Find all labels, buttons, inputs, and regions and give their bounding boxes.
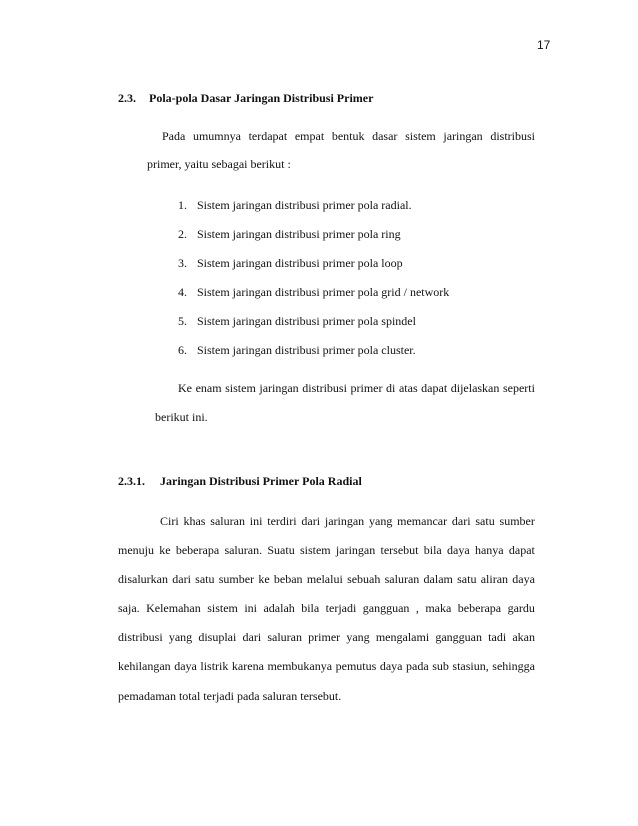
word: dari <box>242 630 262 644</box>
word: listrik <box>200 659 229 673</box>
word: satu <box>475 514 495 528</box>
word: daya <box>379 659 403 673</box>
list-item: 6. Sistem jaringan distribusi primer pola cluster. <box>178 343 416 357</box>
closing-line-1 <box>178 381 535 395</box>
word: Kelemahan <box>146 601 201 615</box>
word: khas <box>183 514 206 528</box>
word: adalah <box>263 601 295 615</box>
word: daya <box>512 572 535 586</box>
word: jaringan <box>324 514 365 528</box>
subsection-number: 2.3.1. <box>118 474 145 488</box>
word: Ciri <box>160 514 179 528</box>
word: beberapa <box>457 601 502 615</box>
list-item: 5. Sistem jaringan distribusi primer pola spindel <box>178 314 416 328</box>
word: membukanya <box>267 659 333 673</box>
word: distribusi <box>302 381 347 395</box>
word: mengalami <box>375 630 430 644</box>
word: saluran <box>384 572 420 586</box>
word: gangguan <box>435 630 482 644</box>
list-item: 2. Sistem jaringan distribusi primer pola ring <box>178 227 401 241</box>
word: umumnya <box>192 129 241 143</box>
body-line <box>118 630 535 644</box>
body-line <box>160 514 535 528</box>
word: yang <box>346 630 370 644</box>
word: bentuk <box>331 129 365 143</box>
word: yang <box>168 630 193 644</box>
intro-line-1 <box>162 129 535 143</box>
word: dari <box>172 572 191 586</box>
word: dari <box>451 514 471 528</box>
word: tersebut <box>380 543 419 557</box>
word: enam <box>195 381 222 395</box>
word: distribusi <box>490 129 535 143</box>
page-number: 17 <box>537 38 551 52</box>
word: dijelaskan <box>450 381 500 395</box>
word: dasar <box>372 129 398 143</box>
word: satu <box>195 572 215 586</box>
word: terjadi <box>325 601 357 615</box>
body-line <box>118 659 535 673</box>
word: beberapa <box>175 543 220 557</box>
word: Ke <box>178 381 192 395</box>
list-item: 4. Sistem jaringan distribusi primer pola grid / network <box>178 285 450 299</box>
word: daya <box>174 659 197 673</box>
list-item: 3. Sistem jaringan distribusi primer pola loop <box>178 256 403 270</box>
word: beban <box>273 572 303 586</box>
word: terdapat <box>248 129 288 143</box>
word: sub <box>432 659 449 673</box>
word: primer <box>350 381 383 395</box>
closing-line-2: berikut ini. <box>155 410 208 424</box>
word: primer <box>308 630 341 644</box>
word: dalam <box>423 572 453 586</box>
word: jaringan <box>335 543 376 557</box>
word: disalurkan <box>118 572 168 586</box>
word: bila <box>423 543 442 557</box>
word: jaringan <box>259 381 299 395</box>
subsection-title: Jaringan Distribusi Primer Pola Radial <box>160 474 362 488</box>
word: sistem <box>207 601 238 615</box>
word: , <box>415 601 419 615</box>
word: sistem <box>405 129 436 143</box>
section-number: 2.3. <box>118 91 136 105</box>
intro-line-2: primer, yaitu sebagai berikut : <box>147 157 291 171</box>
word: sistem <box>225 381 256 395</box>
word: empat <box>294 129 325 143</box>
body-line <box>118 543 535 557</box>
word: sumber <box>499 514 535 528</box>
word: satu <box>457 572 477 586</box>
word: karena <box>231 659 264 673</box>
subsection-heading <box>118 474 362 489</box>
word: dapat <box>421 381 448 395</box>
body-line <box>118 572 535 586</box>
word: dapat <box>508 543 535 557</box>
word: daya <box>447 543 470 557</box>
word: sistem <box>299 543 331 557</box>
word: pemutus <box>335 659 377 673</box>
word: terdiri <box>267 514 297 528</box>
word: Suatu <box>267 543 295 557</box>
word: bila <box>301 601 320 615</box>
word: di <box>386 381 396 395</box>
word: Pada <box>162 129 186 143</box>
word: kehilangan <box>118 659 171 673</box>
word: menuju <box>118 543 154 557</box>
word: sehingga <box>492 659 535 673</box>
word: sebuah <box>347 572 381 586</box>
word: ini <box>244 601 257 615</box>
word: ini <box>249 514 263 528</box>
body-line-last: pemadaman total terjadi pada saluran tersebut. <box>118 689 342 703</box>
word: melalui <box>306 572 343 586</box>
word: saja. <box>118 601 140 615</box>
list-item: 1. Sistem jaringan distribusi primer pola radial. <box>178 198 412 212</box>
word: gardu <box>507 601 535 615</box>
word: yang <box>369 514 393 528</box>
word: ke <box>159 543 171 557</box>
word: pada <box>406 659 429 673</box>
word: dari <box>301 514 321 528</box>
word: gangguan <box>362 601 410 615</box>
word: jaringan <box>443 129 483 143</box>
word: atas <box>398 381 418 395</box>
word: tadi <box>488 630 507 644</box>
word: aliran <box>480 572 509 586</box>
word: sumber <box>218 572 255 586</box>
word: maka <box>425 601 452 615</box>
section-heading <box>118 91 373 106</box>
word: saluran <box>210 514 245 528</box>
word: akan <box>512 630 535 644</box>
word: ke <box>258 572 270 586</box>
body-line <box>118 601 535 615</box>
word: saluran. <box>224 543 263 557</box>
word: distribusi <box>118 630 163 644</box>
word: memancar <box>397 514 448 528</box>
word: seperti <box>502 381 535 395</box>
word: hanya <box>474 543 504 557</box>
word: disuplai <box>198 630 237 644</box>
word: saluran <box>267 630 302 644</box>
word: stasiun, <box>452 659 489 673</box>
section-title: Pola-pola Dasar Jaringan Distribusi Primer <box>149 91 374 105</box>
